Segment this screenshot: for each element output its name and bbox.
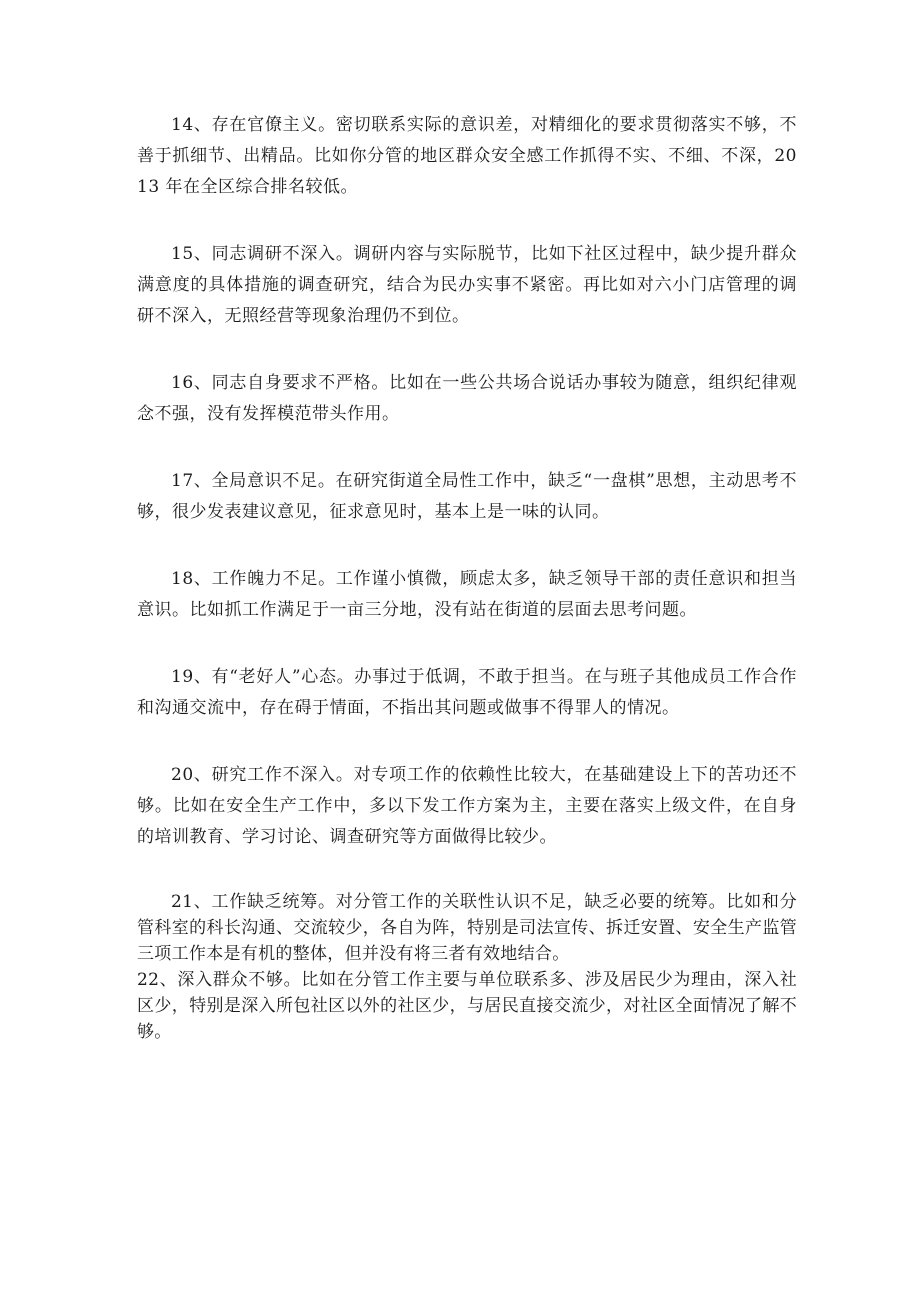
paragraph-19: 19、有“老好人”心态。办事过于低调，不敢于担当。在与班子其他成员工作合作和沟通交流中，存在碍于情面，不指出其问题或做事不得罪人的情况。 [137,667,797,718]
document-body [137,110,797,1045]
paragraph-15: 15、同志调研不深入。调研内容与实际脱节，比如下社区过程中，缺少提升群众满意度的具体措施的调查研究，结合为民办实事不紧密。再比如对六小门店管理的调研不深入，无照经营等现象治理仍不到位。 [137,244,797,326]
paragraph-20: 20、研究工作不深入。对专项工作的依赖性比较大，在基础建设上下的苦功还不够。比如在安全生产工作中，多以下发工作方案为主，主要在落实上级文件，在自身的培训教育、学习讨论、调查研究等方面做得比较少。 [137,765,797,847]
paragraph-22: 22、深入群众不够。比如在分管工作主要与单位联系多、涉及居民少为理由，深入社区少，特别是深入所包社区以外的社区少，与居民直接交流少，对社区全面情况了解不够。 [137,970,797,1042]
paragraph-17: 17、全局意识不足。在研究街道全局性工作中，缺乏“一盘棋”思想，主动思考不够，很少发表建议意见，征求意见时，基本上是一味的认同。 [137,471,797,522]
paragraph-14: 14、存在官僚主义。密切联系实际的意识差，对精细化的要求贯彻落实不够，不善于抓细节、出精品。比如你分管的地区群众安全感工作抓得不实、不细、不深，2013 年在全区综合排名较低。 [137,115,797,197]
paragraph-21: 21、工作缺乏统筹。对分管工作的关联性认识不足，缺乏必要的统筹。比如和分管科室的科长沟通、交流较少，各自为阵，特别是司法宣传、拆迁安置、安全生产监管三项工作本是有机的整体，但并没有将三者有效地结合。 [137,892,797,964]
paragraph-18: 18、工作魄力不足。工作谨小慎微，顾虑太多，缺乏领导干部的责任意识和担当意识。比如抓工作满足于一亩三分地，没有站在街道的层面去思考问题。 [137,569,797,620]
paragraph-16: 16、同志自身要求不严格。比如在一些公共场合说话办事较为随意，组织纪律观念不强，没有发挥模范带头作用。 [137,373,797,424]
